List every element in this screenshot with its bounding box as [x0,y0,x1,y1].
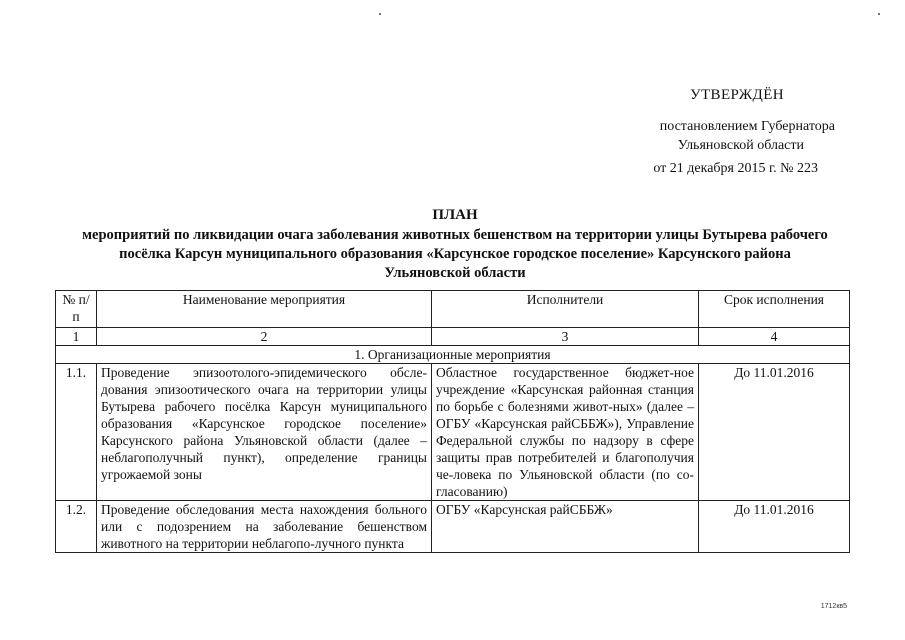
approval-line-region: Ульяновской области [677,138,804,153]
row-num: 1.1. [56,364,97,501]
table-row [56,501,850,553]
approval-heading: УТВЕРЖДЁН [689,87,784,103]
row-exec: ОГБУ «Карсунская райСББЖ» [432,501,699,553]
row-name: Проведение эпизоотолого-эпидемического обсле-дования эпизоотического очага на территории улицы Бутырева рабочего посёлка Карсун муниципального образования «Карсунское городское поселение» Карсунского района Ульяновской области (далее – неблагополучный пункт), определение границы угрожаемой зоны [97,364,432,501]
title-line-1: мероприятий по ликвидации очага заболевания животных бешенством на территории улицы Бутырева рабочего [82,227,828,243]
table-header-row [56,291,850,328]
approval-block [600,86,880,178]
row-exec: Областное государственное бюджет-ное учреждение «Карсунская районная станция по борьбе с болезнями живот-ных» (далее – ОГБУ «Карсунская райСББЖ»), Управление Федеральной службы по надзору в сфере защиты прав потребителей и благополучия че-ловека по Ульяновской области (по со-гласованию) [432,364,699,501]
approval-line-date: от 21 декабря 2015 г. № 223 [653,161,818,176]
header-exec: Исполнители [432,291,699,328]
plan-table [55,290,850,553]
row-name: Проведение обследования места нахождения больного или с подозрением на заболевание бешенством животного на территории неблагопо-лучного пункта [97,501,432,553]
table-index-row [56,328,850,346]
title-line-3: Ульяновской области [384,265,526,281]
row-term: До 11.01.2016 [699,501,850,553]
index-cell: 2 [97,328,432,346]
index-cell: 4 [699,328,850,346]
section-row [56,346,850,364]
approval-line-decree: постановлением Губернатора [659,119,835,134]
table-row [56,364,850,501]
row-num: 1.2. [56,501,97,553]
header-name: Наименование мероприятия [97,291,432,328]
index-cell: 1 [56,328,97,346]
header-term: Срок исполнения [699,291,850,328]
page-code: 1712кв5 [820,603,847,610]
section-title: 1. Организационные мероприятия [56,346,850,364]
index-cell: 3 [432,328,699,346]
title-line-2: посёлка Карсун муниципального образования «Карсунское городское поселение» Карсунского района [119,246,791,262]
scan-speck [379,13,381,15]
row-term: До 11.01.2016 [699,364,850,501]
title-plan: ПЛАН [432,207,478,223]
scan-speck [878,13,880,15]
document-title [50,206,860,283]
header-num: № п/п [56,291,97,328]
